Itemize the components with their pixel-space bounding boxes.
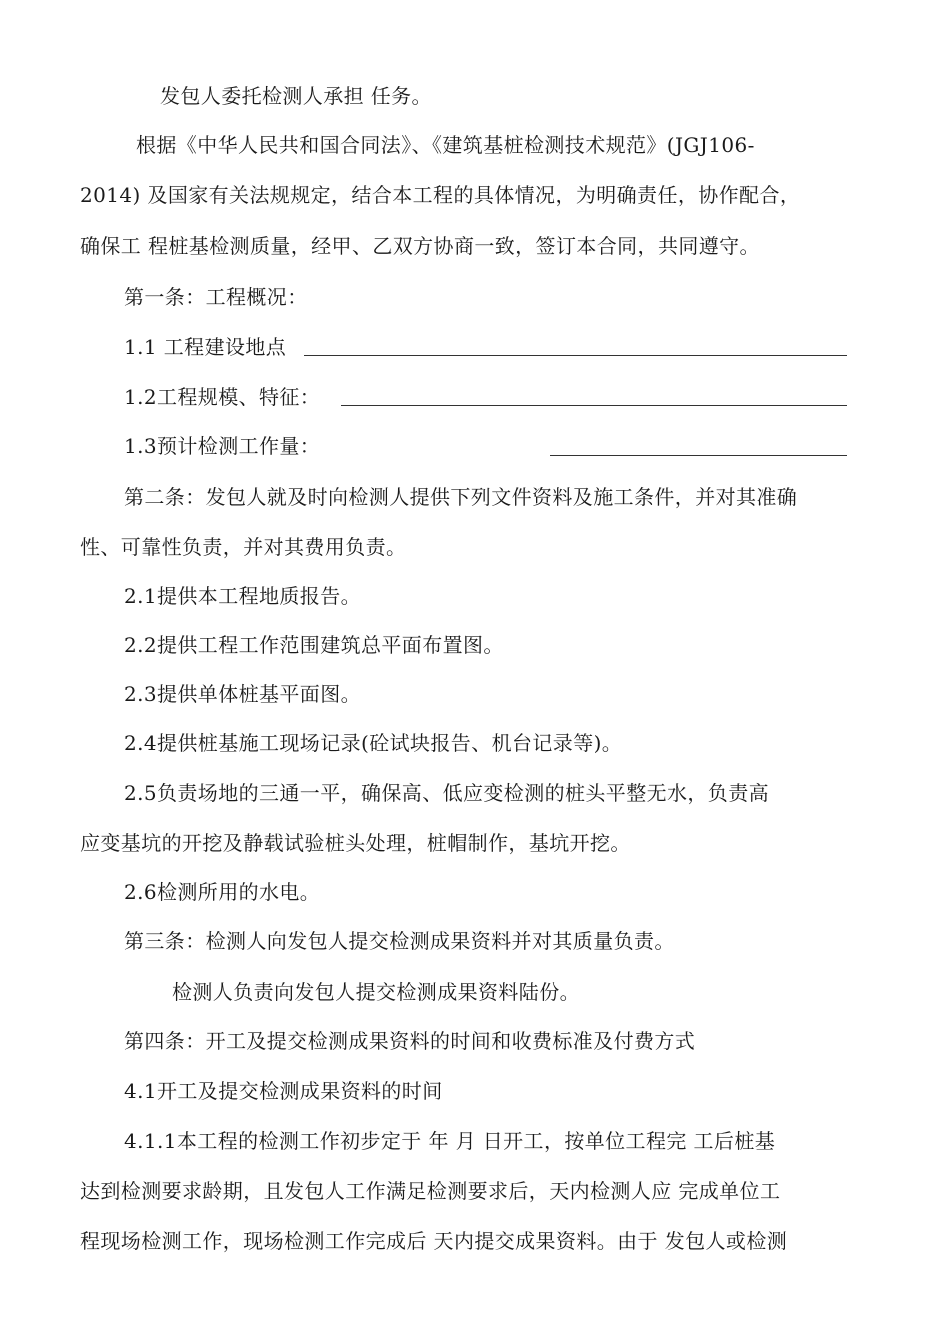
item-1-3: 1.3预计检测工作量：: [124, 434, 321, 458]
item-4-1-1-line-2: 达到检测要求龄期，且发包人工作满足检测要求后，天内检测人应 完成单位工: [80, 1179, 781, 1203]
item-2-1: 2.1提供本工程地质报告。: [124, 584, 362, 608]
item-4-1: 4.1开工及提交检测成果资料的时间: [124, 1079, 443, 1103]
article-2-line-1: 第二条：发包人就及时向检测人提供下列文件资料及施工条件，并对其准确: [124, 485, 798, 509]
blank-line-scale-features[interactable]: [341, 405, 847, 406]
paragraph-basis-line-2: 2014) 及国家有关法规规定，结合本工程的具体情况，为明确责任，协作配合，: [80, 183, 801, 207]
blank-line-workload[interactable]: [550, 455, 847, 456]
item-2-5-line-1: 2.5负责场地的三通一平，确保高、低应变检测的桩头平整无水，负责高: [124, 781, 770, 805]
item-4-1-1-line-3: 程现场检测工作，现场检测工作完成后 天内提交成果资料。由于 发包人或检测: [80, 1229, 788, 1253]
item-2-6: 2.6检测所用的水电。: [124, 880, 321, 904]
article-3-heading: 第三条：检测人向发包人提交检测成果资料并对其质量负责。: [124, 929, 675, 953]
paragraph-basis-line-3: 确保工 程桩基检测质量，经甲、乙双方协商一致，签订本合同，共同遵守。: [80, 234, 760, 258]
item-2-5-line-2: 应变基坑的开挖及静载试验桩头处理，桩帽制作，基坑开挖。: [80, 831, 631, 855]
item-1-2: 1.2工程规模、特征：: [124, 385, 321, 409]
item-1-1: 1.1 工程建设地点: [124, 335, 287, 359]
paragraph-basis-line-1: 根据《中华人民共和国合同法》、《建筑基桩检测技术规范》(JGJ106-: [136, 133, 755, 157]
paragraph-intro: 发包人委托检测人承担 任务。: [160, 84, 432, 108]
item-2-4: 2.4提供桩基施工现场记录(砼试块报告、机台记录等)。: [124, 731, 623, 755]
article-1-heading: 第一条：工程概况：: [124, 285, 308, 309]
item-2-3: 2.3提供单体桩基平面图。: [124, 682, 362, 706]
blank-line-site-location[interactable]: [304, 355, 847, 356]
article-4-heading: 第四条：开工及提交检测成果资料的时间和收费标准及付费方式: [124, 1029, 696, 1053]
article-3-sub: 检测人负责向发包人提交检测成果资料陆份。: [172, 980, 580, 1004]
item-4-1-1-line-1: 4.1.1本工程的检测工作初步定于 年 月 日开工，按单位工程完 工后桩基: [124, 1129, 776, 1153]
item-2-2: 2.2提供工程工作范围建筑总平面布置图。: [124, 633, 504, 657]
article-2-line-2: 性、可靠性负责，并对其费用负责。: [80, 535, 407, 559]
